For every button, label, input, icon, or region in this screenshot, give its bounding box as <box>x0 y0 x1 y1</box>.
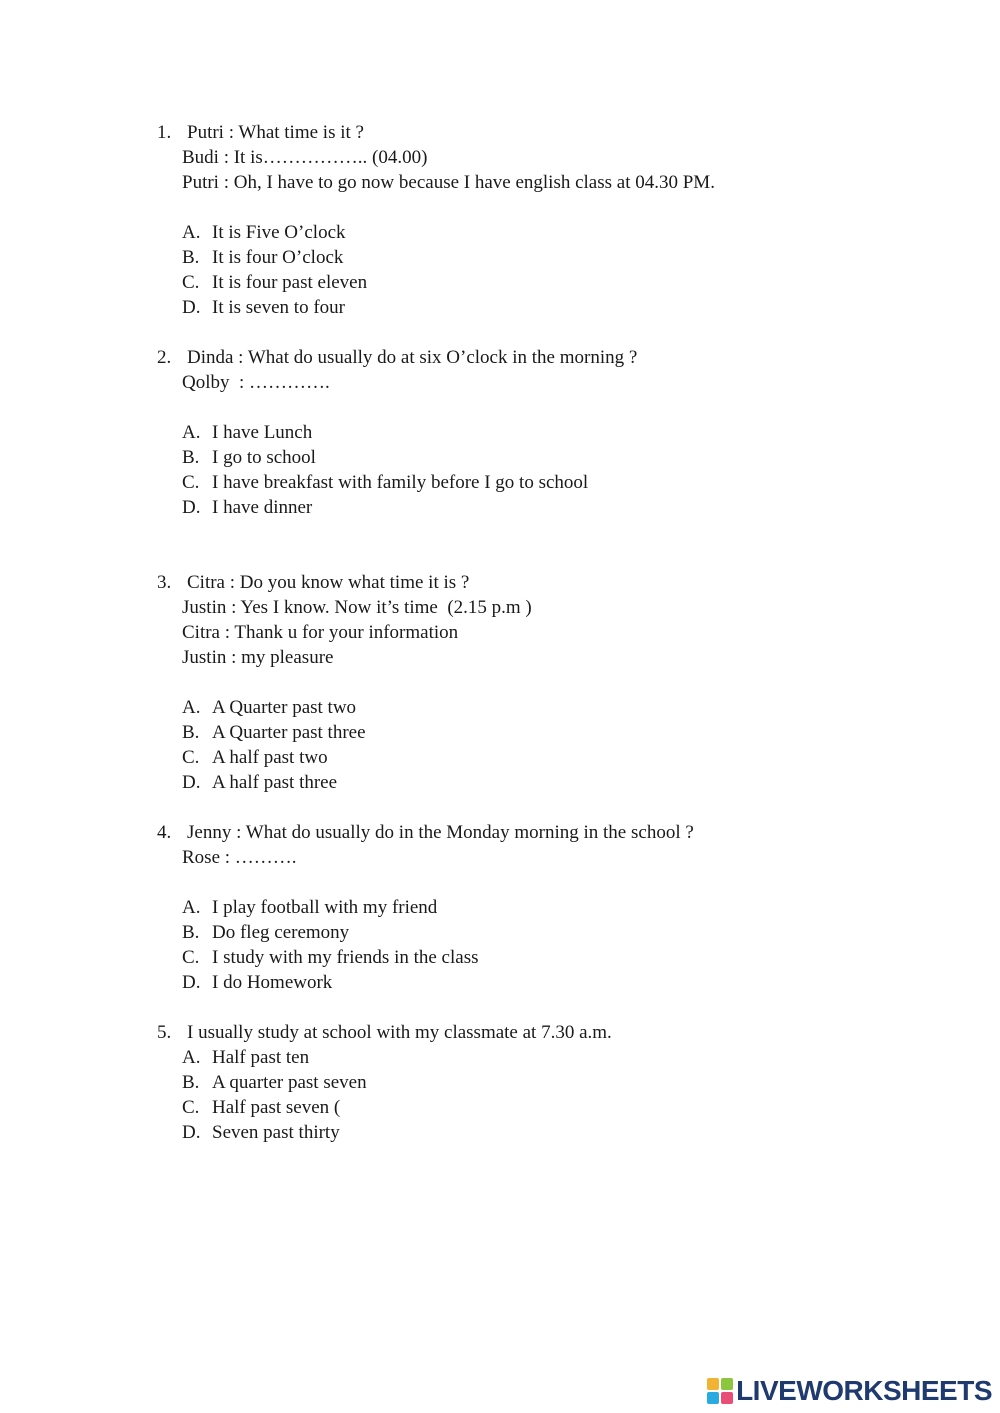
question-prompt: Citra : Do you know what time it is ? <box>187 572 470 593</box>
question-prompt: Dinda : What do usually do at six O’clock in the morning ? <box>187 347 638 368</box>
option-letter: A. <box>182 222 201 243</box>
option-letter: B. <box>182 922 200 943</box>
option-letter: D. <box>182 1122 201 1143</box>
option-text: I have Lunch <box>212 422 313 443</box>
option-text: Half past seven ( <box>212 1097 341 1118</box>
liveworksheets-logo[interactable] <box>707 1376 992 1406</box>
logo-tile <box>721 1392 733 1404</box>
option-letter: C. <box>182 272 200 293</box>
option-letter: A. <box>182 697 201 718</box>
option-text: A Quarter past two <box>212 697 357 718</box>
liveworksheets-logo-icon <box>707 1378 733 1404</box>
option-letter: C. <box>182 472 200 493</box>
option-text: It is four past eleven <box>212 272 368 293</box>
question-number: 2. <box>157 347 172 368</box>
option-text: Seven past thirty <box>212 1122 340 1143</box>
question-number: 4. <box>157 822 172 843</box>
option-text: I go to school <box>212 447 316 468</box>
option-letter: D. <box>182 297 201 318</box>
question-number: 1. <box>157 122 172 143</box>
option-text: I have breakfast with family before I go to school <box>212 472 589 493</box>
option-letter: C. <box>182 1097 200 1118</box>
option-text: It is seven to four <box>212 297 345 318</box>
option-letter: A. <box>182 897 201 918</box>
logo-tile <box>707 1378 719 1390</box>
dialogue-line: Putri : Oh, I have to go now because I have english class at 04.30 PM. <box>182 172 715 193</box>
question-prompt: Putri : What time is it ? <box>187 122 364 143</box>
question-number: 5. <box>157 1022 172 1043</box>
option-letter: D. <box>182 497 201 518</box>
option-text: I play football with my friend <box>212 897 438 918</box>
option-letter: B. <box>182 447 200 468</box>
option-letter: A. <box>182 1047 201 1068</box>
question-prompt: Jenny : What do usually do in the Monday morning in the school ? <box>187 822 694 843</box>
option-text: It is Five O’clock <box>212 222 346 243</box>
logo-tile <box>721 1378 733 1390</box>
option-letter: D. <box>182 772 201 793</box>
option-text: Half past ten <box>212 1047 310 1068</box>
option-text: A Quarter past three <box>212 722 366 743</box>
option-letter: B. <box>182 1072 200 1093</box>
option-text: A quarter past seven <box>212 1072 367 1093</box>
logo-text: LIVEWORKSHEETS <box>736 1375 992 1406</box>
dialogue-line: Justin : my pleasure <box>182 647 334 668</box>
dialogue-line: Qolby : …………. <box>182 372 330 393</box>
dialogue-line: Rose : ………. <box>182 847 297 868</box>
option-letter: A. <box>182 422 201 443</box>
option-letter: B. <box>182 722 200 743</box>
question-number: 3. <box>157 572 172 593</box>
option-text: It is four O’clock <box>212 247 344 268</box>
question-prompt: I usually study at school with my classmate at 7.30 a.m. <box>187 1022 612 1043</box>
option-text: I study with my friends in the class <box>212 947 479 968</box>
option-letter: B. <box>182 247 200 268</box>
option-text: A half past two <box>212 747 328 768</box>
dialogue-line: Budi : It is…………….. (04.00) <box>182 147 428 168</box>
logo-tile <box>707 1392 719 1404</box>
option-text: I do Homework <box>212 972 333 993</box>
option-letter: C. <box>182 747 200 768</box>
option-letter: C. <box>182 947 200 968</box>
option-text: I have dinner <box>212 497 313 518</box>
option-text: Do fleg ceremony <box>212 922 350 943</box>
dialogue-line: Citra : Thank u for your information <box>182 622 459 643</box>
option-text: A half past three <box>212 772 338 793</box>
option-letter: D. <box>182 972 201 993</box>
dialogue-line: Justin : Yes I know. Now it’s time (2.15 p.m ) <box>182 597 532 618</box>
